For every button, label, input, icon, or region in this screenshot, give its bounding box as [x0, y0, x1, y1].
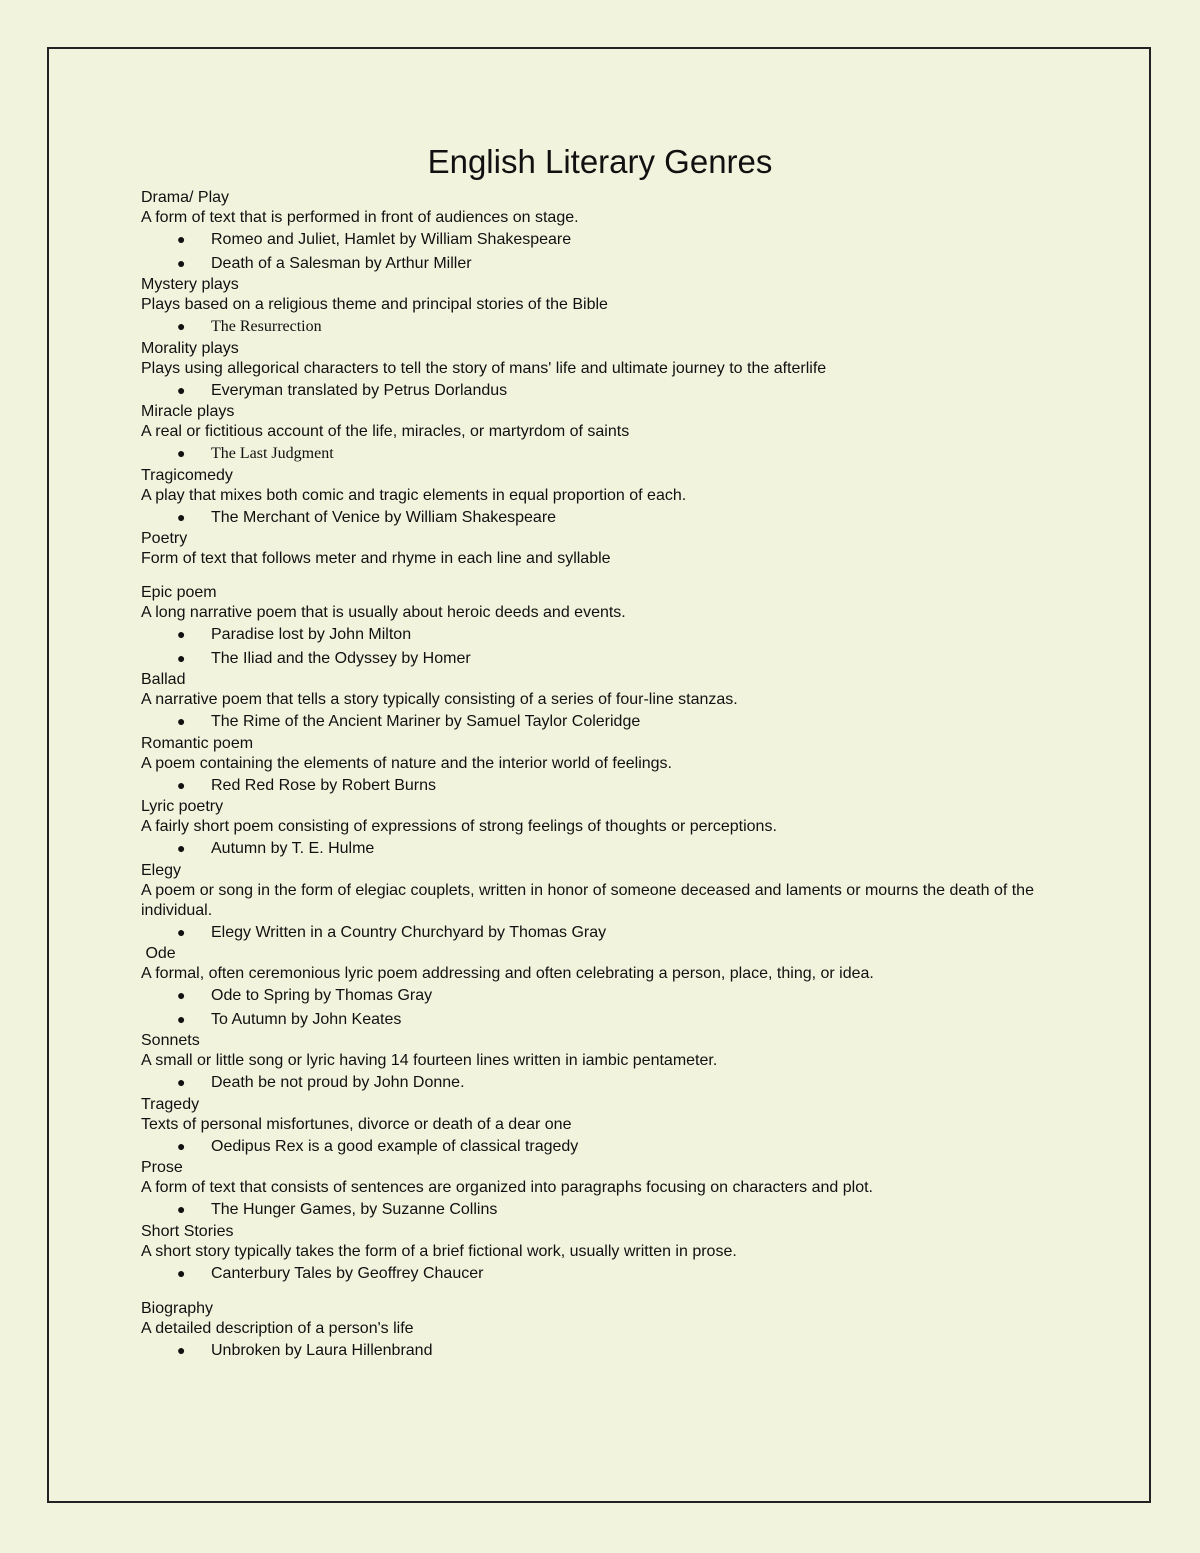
bullet-icon: ●	[177, 1010, 186, 1027]
genre-section	[141, 670, 1041, 734]
example-text: Ode to Spring by Thomas Gray	[211, 987, 433, 1004]
example-list	[141, 442, 1041, 466]
bullet-icon: ●	[177, 776, 186, 793]
section-gap	[141, 1285, 1041, 1299]
example-item	[141, 228, 1041, 252]
genre-section	[141, 1158, 1041, 1222]
genre-definition: A form of text that consists of sentences are organized into paragraphs focusing on characters and plot.	[141, 1179, 873, 1196]
genre-name: Mystery plays	[141, 276, 239, 293]
genre-section	[141, 529, 1041, 569]
bullet-icon: ●	[177, 1201, 186, 1217]
example-item	[141, 1008, 1041, 1032]
genre-definition: A narrative poem that tells a story typically consisting of a series of four-line stanzas.	[141, 691, 738, 708]
genre-definition: A real or fictitious account of the life, miracles, or martyrdom of saints	[141, 423, 630, 440]
example-text: Everyman translated by Petrus Dorlandus	[211, 381, 508, 399]
genre-definition: A fairly short poem consisting of expressions of strong feelings of thoughts or perceptions.	[141, 818, 777, 835]
genre-definition: A detailed description of a person's life	[141, 1320, 414, 1337]
genre-definition: Plays using allegorical characters to tell the story of mans' life and ultimate journey to the afterlife	[141, 359, 827, 377]
example-text: Oedipus Rex is a good example of classical tragedy	[211, 1137, 579, 1155]
bullet-icon: ●	[177, 923, 186, 940]
example-list	[141, 1071, 1041, 1095]
example-list	[141, 984, 1041, 1031]
example-list	[141, 921, 1041, 945]
example-item	[141, 1071, 1041, 1095]
bullet-icon: ●	[177, 318, 186, 334]
bullet-icon: ●	[177, 508, 186, 525]
bullet-icon: ●	[177, 1264, 186, 1281]
example-list	[141, 1262, 1041, 1286]
bullet-icon: ●	[177, 840, 186, 856]
genre-name: Short Stories	[141, 1222, 234, 1240]
example-text: The Last Judgment	[211, 445, 334, 462]
example-text: Canterbury Tales by Geoffrey Chaucer	[211, 1264, 484, 1282]
example-text: Romeo and Juliet, Hamlet by William Shakespeare	[211, 231, 572, 248]
genre-section	[141, 466, 1041, 530]
genre-definition: A long narrative poem that is usually about heroic deeds and events.	[141, 604, 626, 621]
bullet-icon: ●	[177, 626, 186, 642]
genre-name: Biography	[141, 1300, 214, 1317]
genre-definition: Form of text that follows meter and rhyme in each line and syllable	[141, 550, 611, 567]
bullet-icon: ●	[177, 713, 186, 729]
genre-section	[141, 861, 1041, 945]
example-item	[141, 442, 1041, 466]
example-list	[141, 228, 1041, 275]
example-item	[141, 837, 1041, 861]
genre-section	[141, 1222, 1041, 1286]
genre-name: Lyric poetry	[141, 798, 224, 815]
genre-section	[141, 339, 1041, 403]
genre-definition: A formal, often ceremonious lyric poem addressing and often celebrating a person, place, thing, or idea.	[141, 965, 874, 982]
genre-definition: A play that mixes both comic and tragic elements in equal proportion of each.	[141, 486, 687, 504]
example-text: Death be not proud by John Donne.	[211, 1074, 465, 1091]
example-text: The Iliad and the Odyssey by Homer	[211, 649, 471, 667]
genre-list	[141, 188, 1041, 1363]
example-text: Death of a Salesman by Arthur Miller	[211, 254, 472, 272]
bullet-icon: ●	[177, 231, 186, 247]
genre-name: Prose	[141, 1159, 183, 1176]
genre-definition: Texts of personal misfortunes, divorce or death of a dear one	[141, 1115, 572, 1133]
example-item	[141, 315, 1041, 339]
example-list	[141, 1135, 1041, 1159]
genre-definition: A short story typically takes the form of a brief fictional work, usually written in prose.	[141, 1242, 737, 1260]
example-list	[141, 379, 1041, 403]
genre-definition: A form of text that is performed in front of audiences on stage.	[141, 209, 579, 226]
bullet-icon: ●	[177, 445, 186, 461]
genre-name: Tragicomedy	[141, 466, 233, 484]
example-text: Autumn by T. E. Hulme	[211, 840, 375, 857]
example-text: Red Red Rose by Robert Burns	[211, 776, 436, 794]
example-item	[141, 1135, 1041, 1159]
genre-name: Ballad	[141, 671, 186, 688]
example-item	[141, 774, 1041, 798]
example-text: Paradise lost by John Milton	[211, 626, 412, 643]
genre-name: Poetry	[141, 530, 188, 547]
example-item	[141, 379, 1041, 403]
genre-definition: Plays based on a religious theme and principal stories of the Bible	[141, 296, 608, 313]
genre-section	[141, 1299, 1041, 1363]
example-list	[141, 1198, 1041, 1222]
example-text: To Autumn by John Keates	[211, 1010, 402, 1028]
example-list	[141, 315, 1041, 339]
genre-section	[141, 797, 1041, 861]
genre-name: Tragedy	[141, 1095, 200, 1113]
genre-name: Ode	[141, 945, 176, 962]
example-item	[141, 506, 1041, 530]
genre-definition: A poem or song in the form of elegiac couplets, written in honor of someone deceased and laments or mourns the death of the individual.	[141, 881, 1034, 919]
example-text: The Merchant of Venice by William Shakespeare	[211, 508, 557, 526]
genre-section	[141, 583, 1041, 670]
genre-definition: A poem containing the elements of nature and the interior world of feelings.	[141, 754, 672, 772]
example-text: Elegy Written in a Country Churchyard by Thomas Gray	[211, 923, 607, 941]
example-list	[141, 774, 1041, 798]
genre-name: Sonnets	[141, 1032, 200, 1049]
genre-section	[141, 1095, 1041, 1159]
example-item	[141, 1339, 1041, 1363]
example-item	[141, 623, 1041, 647]
genre-section	[141, 402, 1041, 466]
page-title: English Literary Genres	[427, 143, 773, 180]
genre-definition: A small or little song or lyric having 14 fourteen lines written in iambic pentameter.	[141, 1052, 718, 1069]
genre-section	[141, 188, 1041, 275]
example-text: Unbroken by Laura Hillenbrand	[211, 1342, 433, 1359]
example-list	[141, 506, 1041, 530]
example-text: The Hunger Games, by Suzanne Collins	[211, 1201, 498, 1218]
example-list	[141, 1339, 1041, 1363]
genre-name: Romantic poem	[141, 734, 254, 752]
bullet-icon: ●	[177, 254, 186, 271]
genre-section	[141, 734, 1041, 798]
genre-name: Elegy	[141, 861, 182, 879]
example-item	[141, 710, 1041, 734]
example-item	[141, 921, 1041, 945]
bullet-icon: ●	[177, 1074, 186, 1090]
bullet-icon: ●	[177, 381, 186, 398]
example-item	[141, 984, 1041, 1008]
example-item	[141, 252, 1041, 276]
genre-name: Miracle plays	[141, 403, 235, 420]
genre-section	[141, 275, 1041, 339]
section-gap	[141, 569, 1041, 583]
genre-name: Drama/ Play	[141, 189, 230, 206]
bullet-icon: ●	[177, 987, 186, 1003]
example-list	[141, 710, 1041, 734]
example-text: The Rime of the Ancient Mariner by Samuel Taylor Coleridge	[211, 713, 641, 730]
bullet-icon: ●	[177, 1137, 186, 1154]
example-text: The Resurrection	[211, 318, 322, 335]
example-list	[141, 623, 1041, 670]
genre-name: Morality plays	[141, 339, 239, 357]
example-item	[141, 647, 1041, 671]
genre-name: Epic poem	[141, 584, 217, 601]
genre-section	[141, 1031, 1041, 1095]
example-item	[141, 1262, 1041, 1286]
bullet-icon: ●	[177, 649, 186, 666]
example-list	[141, 837, 1041, 861]
bullet-icon: ●	[177, 1342, 186, 1358]
example-item	[141, 1198, 1041, 1222]
genre-section	[141, 944, 1041, 1031]
